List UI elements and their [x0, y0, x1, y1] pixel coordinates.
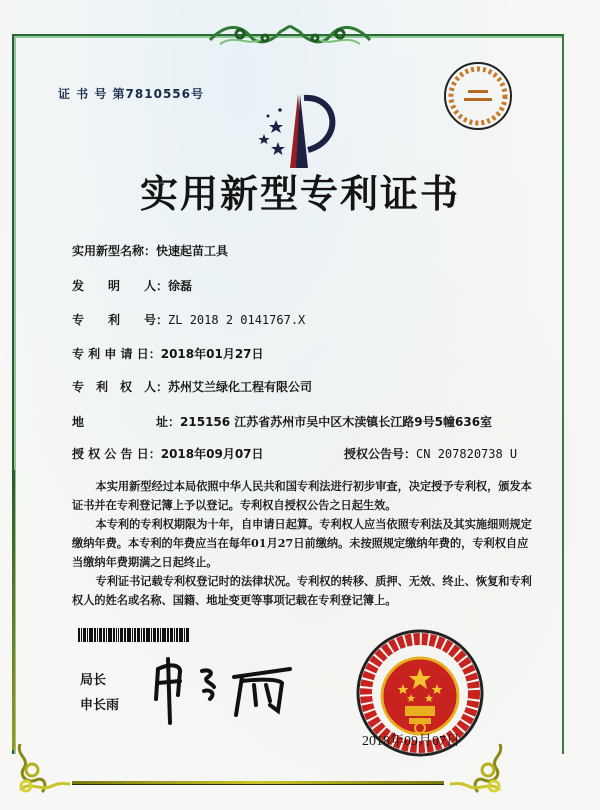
- field-label: 授权公告号：: [344, 447, 417, 461]
- director-title: 局长: [80, 673, 107, 688]
- director-name: 申长雨: [80, 698, 120, 713]
- body-paragraph: 专利证书记载专利权登记时的法律状况。专利权的转移、质押、无效、终止、恢复和专利权人的姓名或名称、国籍、地址变更等事项记载在专利登记簿上。: [72, 574, 532, 607]
- body-paragraph: 本专利的专利权期限为十年，自申请日起算。专利权人应当依照专利法及其实施细则规定缴纳年费。本专利的年费应当在每年01月27日前缴纳。未按照规定缴纳年费的，专利权自应当缴纳年费期满之日起终止。: [72, 517, 532, 569]
- field-value: 苏州艾兰绿化工程有限公司: [168, 380, 313, 394]
- patent-office-logo-icon: [246, 90, 346, 170]
- field-value: 快速起苗工具: [156, 244, 229, 258]
- top-ornament-icon: [200, 22, 380, 50]
- body-paragraph: 本实用新型经过本局依照中华人民共和国专利法进行初步审查，决定授予专利权，颁发本证书并在专利登记簿上予以登记。专利权自授权公告之日起生效。: [72, 479, 532, 512]
- frame-left-lower-edge: [12, 470, 15, 750]
- seal-date: 2018年09月07日: [362, 734, 460, 749]
- field-application-date: [72, 345, 264, 362]
- field-value: 215156 江苏省苏州市吴中区木渎镇长江路9号5幢636室: [180, 415, 493, 429]
- field-label: 专 利 申 请 日：: [72, 347, 161, 361]
- field-label: 授 权 公 告 日：: [72, 447, 161, 461]
- field-label: 专 利 权 人：: [72, 380, 169, 394]
- field-inventor: [72, 277, 192, 294]
- field-value: 2018年09月07日: [160, 447, 264, 461]
- corner-ornament-icon: [14, 740, 70, 800]
- field-patent-number: [72, 311, 305, 328]
- barcode: [78, 628, 189, 642]
- certificate-body-text: [72, 477, 532, 610]
- field-patentee: [72, 378, 312, 395]
- field-utility-model-name: [72, 242, 228, 259]
- field-label: 实用新型名称：: [72, 244, 157, 258]
- certificate-number: [58, 85, 204, 102]
- field-label: 发 明 人：: [72, 279, 169, 293]
- field-value: ZL 2018 2 0141767.X: [168, 313, 306, 327]
- field-value: 2018年01月27日: [160, 347, 264, 361]
- director-signature-icon: [150, 655, 300, 725]
- field-label: 专 利 号：: [72, 313, 169, 327]
- frame-bottom-rule: [72, 781, 444, 785]
- agency-round-seal-icon: [442, 60, 514, 132]
- field-value: 徐磊: [168, 279, 193, 293]
- field-address: [72, 413, 492, 430]
- field-grant-date: [72, 445, 264, 462]
- page-title: 实用新型专利证书: [139, 171, 460, 216]
- field-value: CN 207820738 U: [416, 447, 518, 461]
- certificate-number-value: 第7810556号: [112, 87, 204, 101]
- certificate-number-label: 证 书 号: [58, 87, 108, 101]
- field-label: 地 址：: [72, 415, 181, 429]
- field-grant-publication-number: [344, 445, 517, 462]
